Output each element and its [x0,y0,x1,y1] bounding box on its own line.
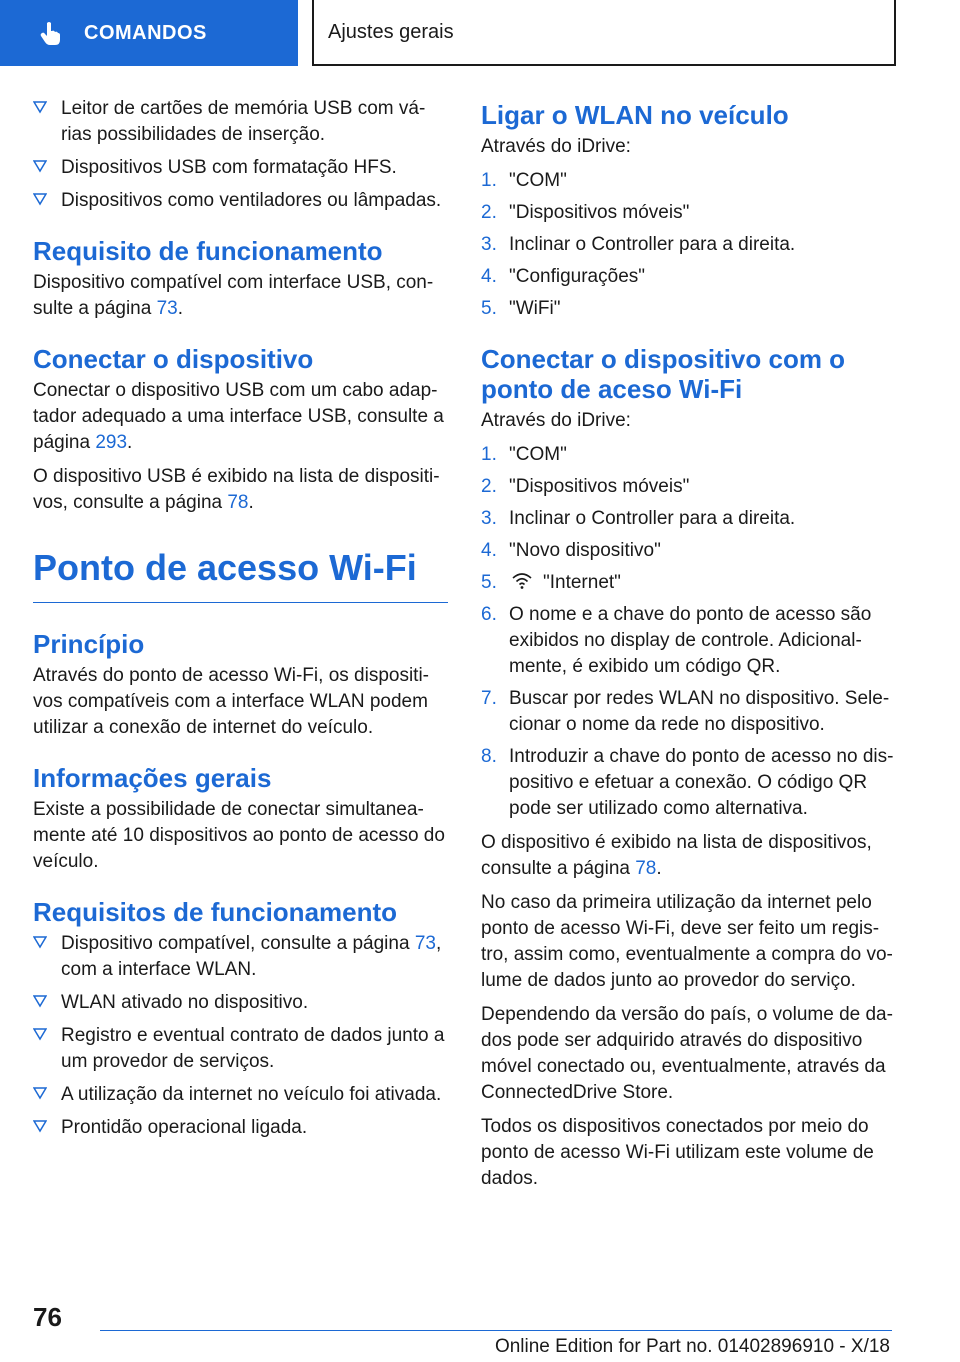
list-item-text: Prontidão operacional ligada. [61,1117,308,1138]
triangle-bullet-icon [33,1086,47,1100]
step-number: 3. [481,234,497,255]
step-number: 2. [481,202,497,223]
hand-pointer-icon [38,20,64,46]
list-item [33,1023,448,1075]
principle-text: Através do ponto de acesso Wi-Fi, os dispositi-vos compatíveis com a interface WLAN podem utilizar a conexão de internet do veículo. [33,665,430,738]
step-text: "Internet" [543,572,621,593]
section-heading-principle: Princípio [33,629,145,659]
section-heading-general: Informações gerais [33,763,272,793]
triangle-bullet-icon [33,159,47,173]
list-item-text: Leitor de cartões de memória USB com vá-rias possibilidades de inserção. [61,98,426,145]
list-item [481,264,896,290]
step-text: Buscar por redes WLAN no dispositivo. Sele-cionar o nome da rede no dispositivo. [509,688,890,735]
device-list-body: O dispositivo é exibido na lista de dispositivos, consulte a página [481,832,872,879]
page-header [0,0,960,68]
list-item [481,602,896,680]
section-heading-requirements: Requisitos de funcionamento [33,897,398,927]
connect-intro: Através do iDrive: [481,410,631,431]
wlan-intro: Através do iDrive: [481,136,631,157]
page-link[interactable]: 78 [635,858,657,879]
list-item-text: Dispositivo compatível, consulte a página [61,933,410,954]
list-item-text: WLAN ativado no dispositivo. [61,992,309,1013]
wlan-steps-list [481,168,896,322]
section-heading-connect-hotspot: Conectar o dispositivo com o ponto de aceso Wi-Fi [481,344,846,404]
triangle-bullet-icon [33,935,47,949]
chapter-tab-label: COMANDOS [84,21,207,44]
list-item [33,188,448,214]
list-item [481,538,896,564]
device-list-text: O dispositivo é exibido na lista de dispositivos, consulte a página 78. [481,832,872,879]
step-number: 4. [481,266,497,287]
connect-body-2: O dispositivo USB é exibido na lista de dispositi-vos, consulte a página [33,466,440,513]
chapter-heading-hotspot: Ponto de acesso Wi-Fi [33,546,448,603]
page-link[interactable]: 73 [156,298,178,319]
list-item [481,474,896,500]
triangle-bullet-icon [33,100,47,114]
page-link[interactable]: 78 [227,492,249,513]
step-text: "Dispositivos móveis" [509,476,690,497]
step-number: 1. [481,444,497,465]
footer-divider [100,1330,892,1331]
connect-body-1: Conectar o dispositivo USB com um cabo adap-tador adequado a uma interface USB, consulte a página [33,380,444,453]
step-text: Inclinar o Controller para a direita. [509,234,796,255]
step-text: "COM" [509,170,567,191]
connect-steps-list [481,442,896,822]
section-heading-wlan: Ligar o WLAN no veículo [481,100,789,130]
page-link[interactable]: 73 [414,933,436,954]
usb-bullet-list [33,96,448,214]
step-number: 3. [481,508,497,529]
left-column [33,96,448,1149]
section-heading-requirement: Requisito de funcionamento [33,236,383,266]
list-item-text: Registro e eventual contrato de dados junto a um provedor de serviços. [61,1025,445,1072]
requirement-text: Dispositivo compatível com interface USB, con-sulte a página 73. [33,272,434,319]
chapter-tab[interactable] [0,0,298,66]
page-link[interactable]: 293 [95,432,128,453]
list-item [33,1082,448,1108]
connect-text-1: Conectar o dispositivo USB com um cabo adap-tador adequado a uma interface USB, consulte a página 293. [33,380,444,453]
footer-edition: Online Edition for Part no. 01402896910 - X/18 [494,1336,890,1357]
list-item [33,990,448,1016]
step-text: "WiFi" [509,298,561,319]
list-item [481,506,896,532]
step-text: Inclinar o Controller para a direita. [509,508,796,529]
list-item [481,744,896,822]
step-number: 2. [481,476,497,497]
list-item [33,155,448,181]
general-text: Existe a possibilidade de conectar simultanea-mente até 10 dispositivos ao ponto de acesso do veículo. [33,799,445,872]
step-text: "Novo dispositivo" [509,540,661,561]
list-item [33,931,448,983]
page-number: 76 [33,1302,62,1332]
triangle-bullet-icon [33,1027,47,1041]
triangle-bullet-icon [33,994,47,1008]
wifi-icon [511,572,533,590]
list-item-tail: , com a interface WLAN. [61,933,442,980]
step-number: 1. [481,170,497,191]
list-item-text: Dispositivos como ventiladores ou lâmpadas. [61,190,442,211]
step-number: 6. [481,604,497,625]
section-tab-label: Ajustes gerais [328,20,454,43]
list-item-text: A utilização da internet no veículo foi ativada. [61,1084,442,1105]
list-item [33,96,448,148]
list-item [481,200,896,226]
list-item [481,686,896,738]
list-item [481,570,896,596]
paragraph-shared-volume: Todos os dispositivos conectados por meio do ponto de acesso Wi-Fi utilizam este volume de dados. [481,1116,874,1189]
triangle-bullet-icon [33,1119,47,1133]
step-text: Introduzir a chave do ponto de acesso no dis-positivo e efetuar a conexão. O código QR pode ser utilizado como alternativa. [509,746,894,819]
connect-text-2: O dispositivo USB é exibido na lista de dispositi-vos, consulte a página 78. [33,466,440,513]
right-column [481,96,896,1200]
step-number: 5. [481,298,497,319]
list-item-text: Dispositivos USB com formatação HFS. [61,157,397,178]
step-text: "Dispositivos móveis" [509,202,690,223]
step-number: 5. [481,572,497,593]
section-tab[interactable] [312,0,896,66]
list-item [481,296,896,322]
list-item [481,442,896,468]
requirements-bullet-list [33,931,448,1141]
list-item [481,168,896,194]
list-item [33,1115,448,1141]
step-number: 4. [481,540,497,561]
triangle-bullet-icon [33,192,47,206]
paragraph-registration: No caso da primeira utilização da internet pelo ponto de acesso Wi-Fi, deve ser feito um regis-tro, assim como, eventualmente a compra do vo-lume de dados junto ao provedor do serviço. [481,892,893,991]
step-text: O nome e a chave do ponto de acesso são exibidos no display de controle. Adicional-mente, é exibido um código QR. [509,604,872,677]
step-number: 8. [481,746,497,767]
step-text: "COM" [509,444,567,465]
step-text: "Configurações" [509,266,646,287]
requirement-body: Dispositivo compatível com interface USB, con-sulte a página [33,272,434,319]
step-number: 7. [481,688,497,709]
paragraph-data-volume: Dependendo da versão do país, o volume de da-dos pode ser adquirido através do dispositivo móvel conectado ou, eventualmente, através da ConnectedDrive Store. [481,1004,893,1103]
list-item [481,232,896,258]
section-heading-connect: Conectar o dispositivo [33,344,314,374]
